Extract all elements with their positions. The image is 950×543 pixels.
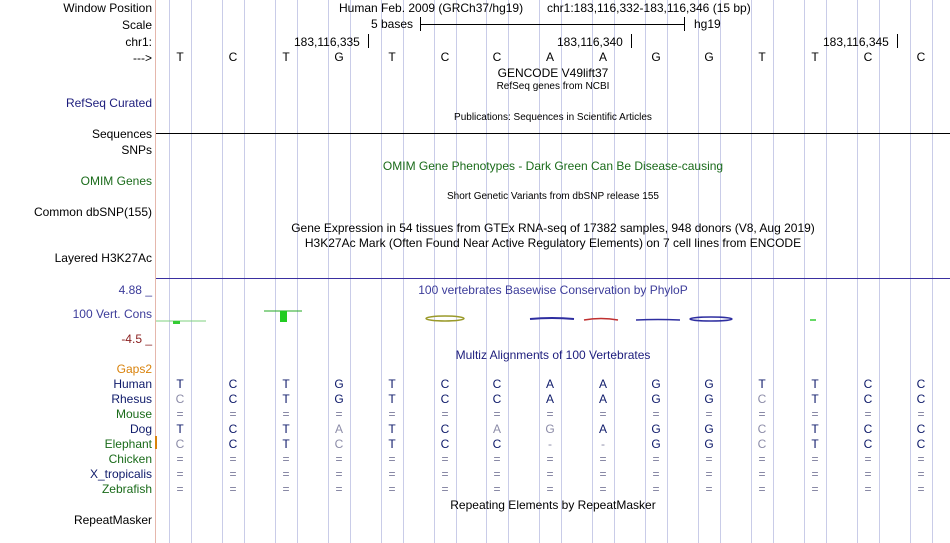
alignment-base: C	[916, 422, 926, 436]
phylop-signal-blue-1	[530, 318, 574, 319]
reference-base: G	[704, 50, 714, 64]
alignment-base: C	[175, 392, 185, 406]
alignment-base: =	[176, 467, 184, 481]
species-label-elephant[interactable]: Elephant	[104, 437, 152, 451]
alignment-base: =	[599, 452, 607, 466]
phylop-signal-olive	[426, 316, 464, 321]
reference-base: C	[440, 50, 450, 64]
alignment-base: =	[864, 467, 872, 481]
alignment-base: G	[651, 392, 661, 406]
h3k27ac-baseline	[156, 278, 950, 279]
alignment-base: A	[598, 392, 607, 406]
phylop-label[interactable]: 100 Vert. Cons	[72, 307, 152, 321]
alignment-base: C	[492, 437, 502, 451]
repeatmasker-label[interactable]: RepeatMasker	[73, 513, 152, 527]
alignment-base: =	[441, 467, 449, 481]
dbsnp-track-title[interactable]: Short Genetic Variants from dbSNP release 155	[447, 191, 659, 202]
omim-track-title[interactable]: OMIM Gene Phenotypes - Dark Green Can Be Disease-causing	[382, 159, 724, 173]
coord-label-3: 183,116,345	[823, 35, 889, 49]
phylop-max-label: 4.88 _	[118, 283, 152, 297]
gaps2-label[interactable]: Gaps2	[116, 362, 152, 376]
multiz-track-title[interactable]: Multiz Alignments of 100 Vertebrates	[455, 348, 651, 362]
coord-tick-3	[897, 34, 898, 48]
coord-tick-2	[631, 34, 632, 48]
alignment-base: C	[440, 377, 450, 391]
layered-h3k27ac-label[interactable]: Layered H3K27Ac	[54, 251, 152, 265]
phylop-signal-red	[584, 319, 618, 321]
alignment-base: T	[811, 422, 819, 436]
alignment-base: C	[440, 392, 450, 406]
reference-base: T	[811, 50, 819, 64]
gtex-track-title[interactable]: Gene Expression in 54 tissues from GTEx RNA-seq of 17382 samples, 948 donors (V8, Aug 2019)	[291, 221, 815, 235]
alignment-base: A	[334, 422, 343, 436]
alignment-base: =	[652, 467, 660, 481]
alignment-base: =	[758, 452, 766, 466]
alignment-base: =	[864, 482, 872, 496]
scale-db: hg19	[694, 17, 721, 31]
alignment-base: =	[705, 452, 713, 466]
alignment-base: G	[704, 437, 714, 451]
sequences-divider	[156, 133, 950, 134]
alignment-base: =	[599, 482, 607, 496]
alignment-base: =	[599, 407, 607, 421]
alignment-base: =	[229, 407, 237, 421]
alignment-base: =	[176, 452, 184, 466]
alignment-base: G	[704, 377, 714, 391]
alignment-base: A	[545, 377, 554, 391]
window-position-label: Window Position	[63, 1, 152, 15]
phylop-signal-blue-2	[636, 320, 680, 321]
alignment-base: =	[917, 407, 925, 421]
alignment-base: C	[863, 392, 873, 406]
alignment-base: =	[917, 452, 925, 466]
alignment-base: C	[757, 422, 767, 436]
reference-base: T	[282, 50, 290, 64]
alignment-base: =	[811, 467, 819, 481]
species-label-human[interactable]: Human	[113, 377, 152, 391]
refseq-track-subtitle[interactable]: RefSeq genes from NCBI	[496, 81, 610, 92]
repeatmasker-track-title[interactable]: Repeating Elements by RepeatMasker	[450, 498, 656, 512]
alignment-base: =	[388, 407, 396, 421]
alignment-base: =	[229, 452, 237, 466]
alignment-base: -	[601, 437, 605, 451]
alignment-base: A	[598, 422, 607, 436]
alignment-base: =	[705, 482, 713, 496]
alignment-base: =	[705, 467, 713, 481]
species-label-dog[interactable]: Dog	[129, 422, 152, 436]
alignment-base: T	[282, 377, 290, 391]
alignment-base: =	[864, 407, 872, 421]
alignment-base: T	[811, 392, 819, 406]
alignment-base: T	[282, 392, 290, 406]
alignment-base: =	[917, 467, 925, 481]
species-label-x-tropicalis[interactable]: X_tropicalis	[89, 467, 152, 481]
alignment-base: C	[492, 377, 502, 391]
coord-tick-1	[368, 34, 369, 48]
alignment-base: =	[441, 482, 449, 496]
alignment-base: C	[228, 422, 238, 436]
reference-base: T	[176, 50, 184, 64]
alignment-base: C	[440, 437, 450, 451]
alignment-base: =	[758, 467, 766, 481]
alignment-base: =	[388, 482, 396, 496]
sequences-label[interactable]: Sequences	[91, 127, 152, 141]
alignment-base: A	[492, 422, 501, 436]
alignment-base: T	[811, 377, 819, 391]
reference-base: T	[758, 50, 766, 64]
phylop-bar-1	[173, 321, 180, 324]
reference-base: C	[492, 50, 502, 64]
alignment-base: T	[758, 377, 766, 391]
alignment-base: C	[492, 392, 502, 406]
species-label-rhesus[interactable]: Rhesus	[111, 392, 152, 406]
alignment-base: =	[546, 482, 554, 496]
alignment-base: T	[388, 377, 396, 391]
alignment-base: =	[388, 452, 396, 466]
alignment-base: G	[651, 437, 661, 451]
h3k27ac-track-title[interactable]: H3K27Ac Mark (Often Found Near Active Regulatory Elements) on 7 cell lines from ENCODE	[304, 236, 802, 250]
alignment-base: =	[758, 482, 766, 496]
alignment-base: T	[282, 422, 290, 436]
alignment-base: =	[705, 407, 713, 421]
alignment-base: C	[916, 392, 926, 406]
alignment-base: =	[917, 482, 925, 496]
alignment-base: =	[493, 452, 501, 466]
reference-base: C	[916, 50, 926, 64]
alignment-base: =	[546, 467, 554, 481]
alignment-base: G	[704, 392, 714, 406]
omim-genes-label[interactable]: OMIM Genes	[80, 174, 152, 188]
strand-label: --->	[133, 51, 152, 65]
alignment-base: C	[916, 437, 926, 451]
alignment-base: C	[757, 437, 767, 451]
reference-base: C	[863, 50, 873, 64]
coord-label-1: 183,116,335	[294, 35, 360, 49]
alignment-base: =	[229, 467, 237, 481]
alignment-base: =	[176, 407, 184, 421]
alignment-base: =	[652, 407, 660, 421]
alignment-base: =	[864, 452, 872, 466]
species-label-chicken[interactable]: Chicken	[108, 452, 152, 466]
phylop-track-title[interactable]: 100 vertebrates Basewise Conservation by PhyloP	[418, 283, 688, 297]
phylop-min-label: -4.5 _	[121, 332, 152, 346]
alignment-base: =	[546, 452, 554, 466]
alignment-base: =	[599, 467, 607, 481]
alignment-base: =	[335, 482, 343, 496]
alignment-base: G	[334, 392, 344, 406]
coord-label-2: 183,116,340	[557, 35, 623, 49]
alignment-base: T	[388, 422, 396, 436]
alignment-base: C	[757, 392, 767, 406]
alignment-base: =	[282, 467, 290, 481]
alignment-base: =	[652, 482, 660, 496]
alignment-base: G	[545, 422, 555, 436]
alignment-base: C	[175, 437, 185, 451]
gencode-track-title[interactable]: GENCODE V49lift37	[497, 66, 609, 80]
alignment-base: C	[228, 377, 238, 391]
alignment-base: T	[176, 377, 184, 391]
alignment-base: C	[916, 377, 926, 391]
alignment-base: A	[598, 377, 607, 391]
alignment-base: T	[811, 437, 819, 451]
scale-bar	[420, 24, 684, 25]
alignment-base: =	[335, 467, 343, 481]
reference-base: C	[228, 50, 238, 64]
alignment-base: C	[863, 377, 873, 391]
alignment-base: C	[334, 437, 344, 451]
assembly-name: Human Feb. 2009 (GRCh37/hg19)	[339, 1, 524, 15]
alignment-base: =	[229, 482, 237, 496]
reference-base: A	[545, 50, 554, 64]
reference-base: T	[388, 50, 396, 64]
phylop-signal-blue-3	[690, 317, 732, 321]
position-range: chr1:183,116,332-183,116,346 (15 bp)	[547, 1, 751, 15]
alignment-base: C	[863, 437, 873, 451]
alignment-base: =	[811, 452, 819, 466]
alignment-base: C	[228, 437, 238, 451]
reference-base: A	[598, 50, 607, 64]
alignment-base: G	[651, 377, 661, 391]
alignment-base: =	[546, 407, 554, 421]
reference-base: G	[334, 50, 344, 64]
alignment-base: =	[493, 407, 501, 421]
alignment-base: C	[228, 392, 238, 406]
scale-bar-left-cap	[420, 17, 421, 31]
alignment-base: =	[441, 407, 449, 421]
alignment-base: =	[282, 452, 290, 466]
reference-base: G	[651, 50, 661, 64]
alignment-base: A	[545, 392, 554, 406]
alignment-base: T	[388, 437, 396, 451]
scale-bar-right-cap	[684, 17, 685, 31]
alignment-base: =	[388, 467, 396, 481]
alignment-base: C	[440, 422, 450, 436]
alignment-base: G	[704, 422, 714, 436]
publications-track-title[interactable]: Publications: Sequences in Scientific Articles	[454, 112, 652, 123]
phylop-bar-2	[280, 311, 287, 322]
alignment-base: C	[863, 422, 873, 436]
alignment-base: G	[334, 377, 344, 391]
chrom-label: chr1:	[125, 35, 152, 49]
alignment-base: =	[493, 482, 501, 496]
alignment-base: =	[441, 452, 449, 466]
alignment-base: =	[493, 467, 501, 481]
alignment-base: =	[282, 482, 290, 496]
alignment-base: =	[758, 407, 766, 421]
alignment-base: -	[548, 437, 552, 451]
scale-text: 5 bases	[371, 17, 414, 31]
species-label-zebrafish[interactable]: Zebrafish	[101, 482, 152, 496]
alignment-base: T	[282, 437, 290, 451]
alignment-base: =	[176, 482, 184, 496]
alignment-base: =	[652, 452, 660, 466]
alignment-base: =	[335, 407, 343, 421]
alignment-base: =	[811, 407, 819, 421]
elephant-gap-marker	[155, 436, 157, 449]
common-dbsnp-label[interactable]: Common dbSNP(155)	[33, 205, 152, 219]
alignment-base: =	[282, 407, 290, 421]
alignment-base: T	[176, 422, 184, 436]
alignment-base: G	[651, 422, 661, 436]
snps-label[interactable]: SNPs	[121, 143, 152, 157]
alignment-base: =	[811, 482, 819, 496]
alignment-base: =	[335, 452, 343, 466]
phylop-signal-plot	[156, 300, 950, 340]
alignment-base: T	[388, 392, 396, 406]
species-label-mouse[interactable]: Mouse	[115, 407, 152, 421]
scale-label: Scale	[121, 18, 152, 32]
refseq-curated-label[interactable]: RefSeq Curated	[65, 96, 152, 110]
